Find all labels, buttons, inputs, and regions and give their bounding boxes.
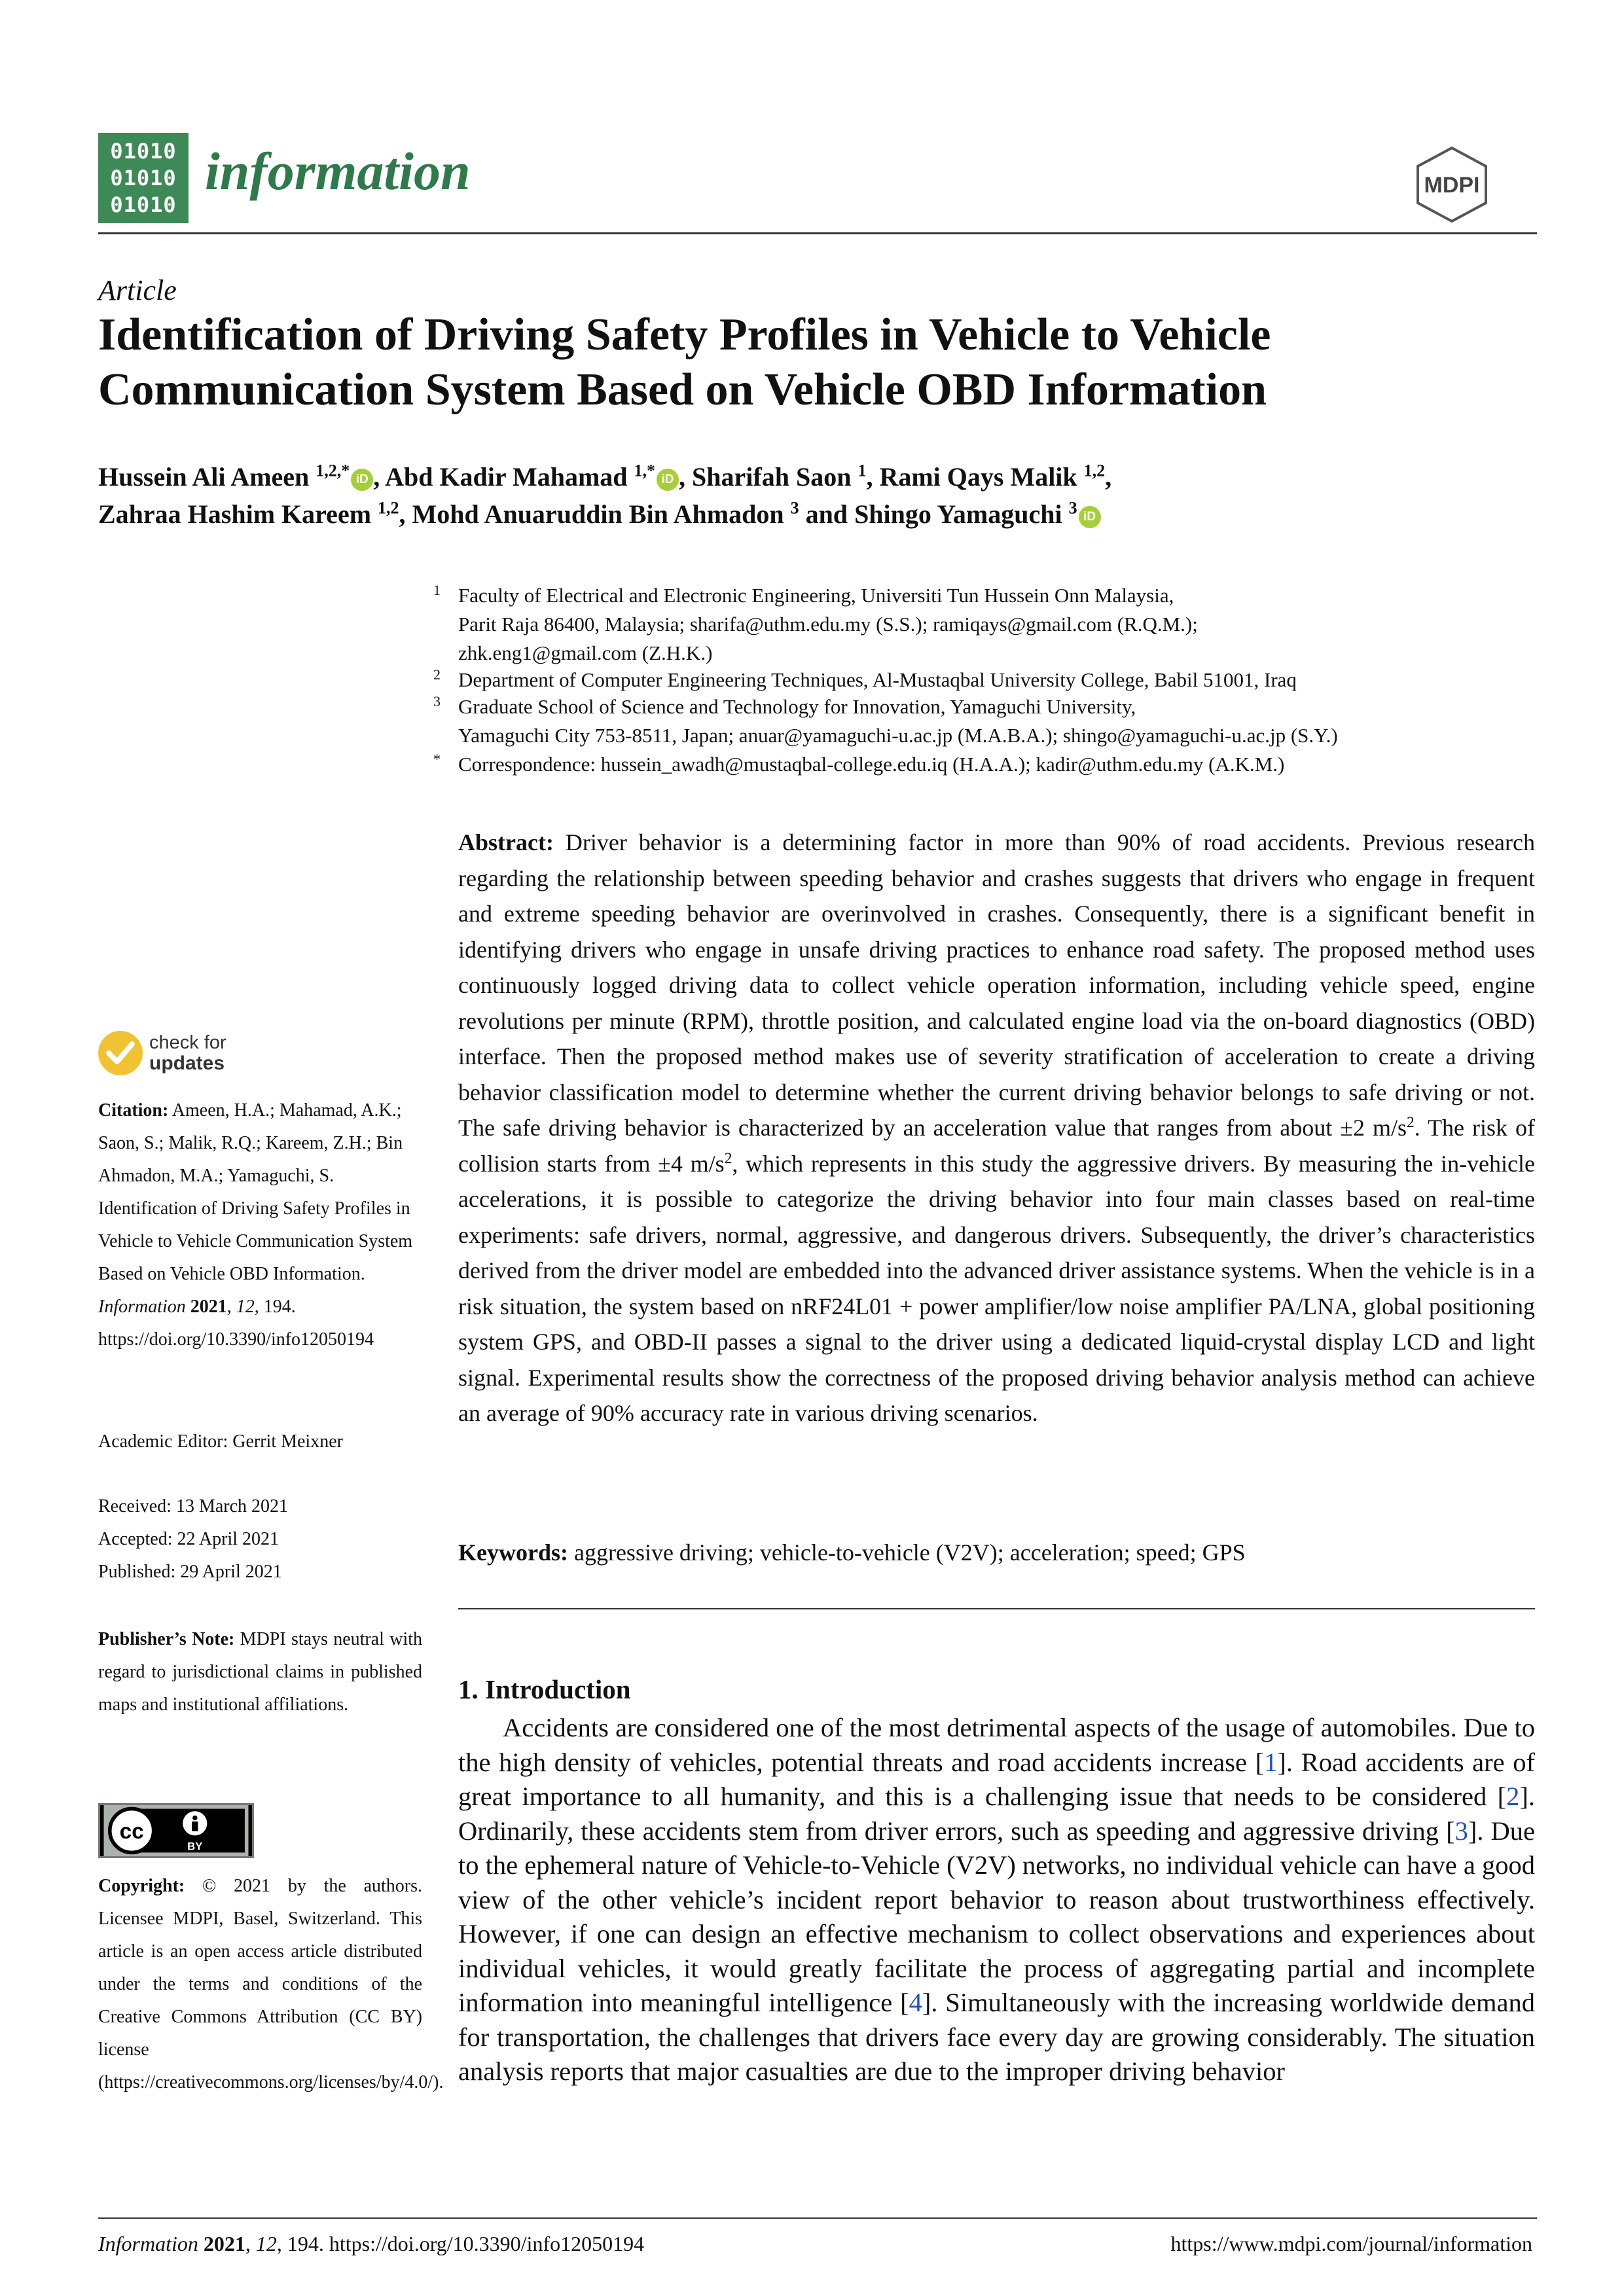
journal-logo [98,133,189,223]
affiliation-line: Graduate School of Science and Technology for Innovation, Yamaguchi University, [458,695,1136,718]
publication-dates [98,1490,422,1588]
affiliation [433,750,1538,779]
citation-journal: Information [98,1297,186,1317]
keywords [458,1535,1535,1570]
author-separator: , [866,462,880,492]
footer-divider [98,2217,1537,2219]
publisher-note-text: MDPI stays neutral with regard to jurisdictional claims in published maps and institutional affiliations. [98,1629,423,1715]
intro-text: ]. Road accidents are of great importance to all humanity, and this is a challenging issue that needs to be considered [ [458,1747,1535,1811]
logo-row: 01010 [110,192,177,217]
check-icon [98,1031,143,1075]
abstract-text: . The risk of collision starts from ±4 m/s [458,1115,1535,1177]
footer-citation: Information 2021, 12, 194. https://doi.org/10.3390/info12050194 [98,2232,645,2255]
abstract [458,825,1535,1431]
affiliation-number: 3 [433,693,441,709]
journal-name: information [205,141,471,201]
affiliation [433,666,1538,694]
author: Mohd Anuaruddin Bin Ahmadon [412,499,784,529]
citation-volume: 12 [236,1297,255,1317]
cc-icon: cc [119,1820,144,1844]
orcid-icon[interactable]: iD [657,469,679,491]
introduction-body [458,1711,1535,2089]
paper-title: Identification of Driving Safety Profiles in Vehicle to Vehicle Communication System Based on Vehicle OBD Information [98,310,1271,415]
author-affiliation-mark: 1,2 [1083,461,1106,480]
affiliation-line: Parit Raja 86400, Malaysia; sharifa@uthm.edu.my (S.S.); ramiqays@gmail.com (R.Q.M.); [458,613,1198,636]
author-list [98,458,1538,533]
check-updates-line: check for [149,1032,226,1053]
footer-doi[interactable]: , 194. https://doi.org/10.3390/info12050194 [276,2232,645,2255]
keywords-text: aggressive driving; vehicle-to-vehicle (V2V); acceleration; speed; GPS [573,1539,1246,1566]
author-affiliation-mark: 1,* [634,461,656,480]
abstract-text: , which represents in this study the aggressive drivers. By measuring the in-vehicle accelerations, it is possible to categorize the driving behavior into four main classes based on real-time experiments: safe drivers, normal, aggressive, and dangerous drivers. Subsequently, the driver’s characteristics derived from the driver model are embedded into the advanced driver assistance systems. When the vehicle is in a risk situation, the system based on nRF24L01 + power amplifier/low noise amplifier PA/LNA, global positioning system GPS, and OBD-II passes a signal to the driver using a dedicated liquid-crystal display LCD and light signal. Experimental results show the correctness of the proposed driving behavior analysis method can achieve an average of 90% accuracy rate in various driving scenarios. [458,1150,1535,1426]
author-separator: , [1105,462,1112,492]
intro-text: Accidents are considered one of the most detrimental aspects of the usage of automobiles. Due to the high density of vehicles, potential threats and road accidents increase [ [458,1713,1535,1777]
published-date: Published: 29 April 2021 [98,1562,282,1582]
citation-year: 2021 [190,1297,227,1317]
abstract-text: Driver behavior is a determining factor in more than 90% of road accidents. Previous research regarding the relationship between speeding behavior and crashes suggests that drivers who engage in frequent and extreme speeding behavior are overinvolved in crashes. Consequently, there is a significant benefit in identifying drivers who engage in unsafe driving practices to enhance road safety. The proposed method uses continuously logged driving data to collect vehicle operation information, including vehicle speed, engine revolutions per minute (RPM), throttle position, and calculated engine load via the on-board diagnostics (OBD) interface. Then the proposed method makes use of severity stratification of acceleration to create a driving behavior classification model to determine whether the current driving behavior belongs to safe driving or not. The safe driving behavior is characterized by an acceleration value that ranges from about ±2 m/s [458,829,1535,1141]
citation-label: Citation: [98,1100,169,1121]
abstract-label: Abstract: [458,829,554,855]
footer-journal: Information [98,2232,198,2255]
copyright-label: Copyright: [98,1876,185,1896]
author-affiliation-mark: 1,2 [378,498,399,518]
section-heading: 1. Introduction [458,1674,631,1704]
affiliation-number: 1 [433,582,441,598]
author-separator: , [679,462,693,492]
affiliation-line: Department of Computer Engineering Techniques, Al-Mustaqbal University College, Babil 51001, Iraq [458,668,1297,691]
article-type: Article [98,274,177,306]
reference-link[interactable]: 3 [1454,1816,1468,1846]
affiliation [433,692,1538,750]
author-affiliation-mark: 1,2,* [316,461,350,480]
author: Sharifah Saon [692,462,852,492]
author: Hussein Ali Ameen [98,462,310,492]
affiliation-line: Yamaguchi City 753-8511, Japan; anuar@yamaguchi-u.ac.jp (M.A.B.A.); shingo@yamaguchi-u.ac.jp (S.Y.) [458,724,1338,747]
author: Zahraa Hashim Kareem [98,499,372,529]
footer-journal-url[interactable]: https://www.mdpi.com/journal/information [1170,2232,1532,2255]
check-updates-text [149,1033,226,1073]
header-divider [98,232,1537,234]
copyright-text: © 2021 by the authors. Licensee MDPI, Basel, Switzerland. This article is an open access article distributed under the terms and conditions of the Creative Commons Attribution (CC BY) license (https://creativecommons.org/licenses/by/4.0/). [98,1876,444,2092]
publisher-note [98,1623,422,1721]
mdpi-logo-text: MDPI [1424,173,1480,198]
superscript: 2 [1407,1114,1415,1131]
affiliation [433,581,1538,668]
logo-row: 01010 [110,165,177,190]
intro-text: ]. Due to the ephemeral nature of Vehicle-to-Vehicle (V2V) networks, no individual vehicle can have a good view of the other vehicle’s incident report behavior to reason about trustworthiness effectively. However, if one can design an effective mechanism to collect observations and experiences about individual vehicles, it would greatly facilitate the process of aggregating partial and incomplete information into meaningful intelligence [ [458,1816,1536,2017]
author-separator: and [799,499,855,529]
affiliation-number: * [433,751,441,767]
author: Rami Qays Malik [879,462,1077,492]
cc-by-license-icon[interactable] [98,1803,254,1858]
logo-row: 01010 [110,138,177,164]
reference-link[interactable]: 2 [1506,1782,1520,1811]
citation-text: Ameen, H.A.; Mahamad, A.K.; Saon, S.; Malik, R.Q.; Kareem, Z.H.; Bin Ahmadon, M.A.; Yamaguchi, S. Identification of Driving Safety Profiles in Vehicle to Vehicle Communication System Based on Vehicle OBD Information. [98,1100,413,1284]
citation-doi[interactable]: , 194. https://doi.org/10.3390/info12050194 [98,1297,374,1350]
mdpi-logo [1415,145,1489,224]
check-updates-line: updates [149,1052,225,1074]
check-for-updates-badge[interactable] [98,1031,226,1075]
superscript: 2 [724,1149,732,1167]
affiliation-line: zhk.eng1@gmail.com (Z.H.K.) [458,641,713,664]
keywords-label: Keywords: [458,1539,568,1566]
reference-link[interactable]: 1 [1264,1747,1278,1777]
affiliation-line: Faculty of Electrical and Electronic Engineering, Universiti Tun Hussein Onn Malaysia, [458,584,1174,607]
footer-year: 2021 [203,2232,245,2255]
intro-text: ]. Simultaneously with the increasing worldwide demand for transportation, the challenges that drivers face every day are growing considerably. The situation analysis reports that major casualties are due to the improper driving behavior [458,1988,1535,2086]
by-icon: BY [187,1840,203,1853]
author-affiliation-mark: 1 [857,461,867,480]
academic-editor: Academic Editor: Gerrit Meixner [98,1431,343,1452]
orcid-icon[interactable]: iD [351,469,373,491]
author-separator: , [399,499,412,529]
accepted-date: Accepted: 22 April 2021 [98,1529,280,1549]
author-affiliation-mark: 3 [1068,498,1077,518]
orcid-icon[interactable]: iD [1079,506,1101,528]
footer-volume: 12 [255,2232,277,2255]
intro-text: ]. Ordinarily, these accidents stem from driver errors, such as speeding and aggressive driving [ [458,1782,1535,1846]
author: Shingo Yamaguchi [854,499,1062,529]
reference-link[interactable]: 4 [909,1988,922,2017]
author-affiliation-mark: 3 [790,498,799,518]
author-separator: , [373,462,386,492]
affiliation-line: Correspondence: hussein_awadh@mustaqbal-college.edu.iq (H.A.A.); kadir@uthm.edu.my (A.K.M.) [458,753,1285,776]
received-date: Received: 13 March 2021 [98,1496,289,1516]
affiliation-number: 2 [433,666,441,683]
publisher-note-label: Publisher’s Note: [98,1629,235,1649]
citation: Citation: Ameen, H.A.; Mahamad, A.K.; Saon, S.; Malik, R.Q.; Kareem, Z.H.; Bin Ahmadon, M.A.; Yamaguchi, S. Identification of Driving Safety Profiles in Vehicle to Vehicle Communication System Based on Vehicle OBD Information. Information 2021, 12, 194. https://doi.org/10.3390/info12050194 [98,1100,413,1350]
copyright-notice [98,1870,444,2099]
section-divider [458,1608,1535,1609]
author: Abd Kadir Mahamad [385,462,628,492]
